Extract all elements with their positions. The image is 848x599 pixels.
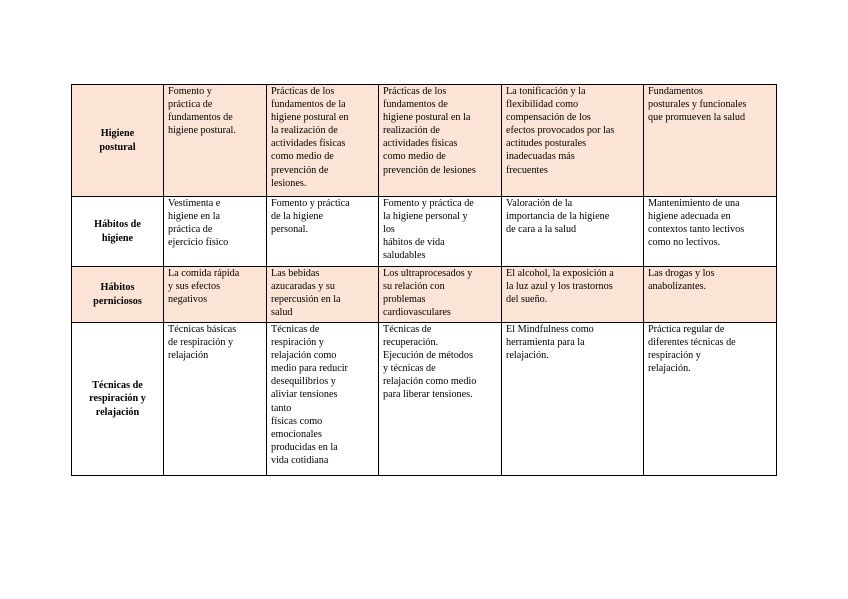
table-cell: Fomento y práctica de la higiene personal. [267,197,379,267]
table-cell: Prácticas de los fundamentos de la higiene postural en la realización de actividades físicas como medio de prevención de lesiones. [267,85,379,197]
table-cell: Técnicas de respiración y relajación como medio para reducir desequilibrios y aliviar tensiones tanto físicas como emocionales producidas en la vida cotidiana [267,323,379,476]
table-cell: Mantenimiento de una higiene adecuada en contextos tanto lectivos como no lectivos. [644,197,777,267]
table-cell: Práctica regular de diferentes técnicas de respiración y relajación. [644,323,777,476]
row-label: Higiene postural [72,85,164,197]
row-label: Técnicas de respiración y relajación [72,323,164,476]
table-cell: Prácticas de los fundamentos de higiene postural en la realización de actividades físicas como medio de prevención de lesiones [379,85,502,197]
table-cell: La comida rápida y sus efectos negativos [164,267,267,323]
table-row-habitos-perniciosos [72,267,777,323]
table-cell: La tonificación y la flexibilidad como compensación de los efectos provocados por las actitudes posturales inadecuadas más frecuentes [502,85,644,197]
row-label: Hábitos perniciosos [72,267,164,323]
table-cell: Vestimenta e higiene en la práctica de ejercicio físico [164,197,267,267]
table-cell: Los ultraprocesados y su relación con problemas cardiovasculares [379,267,502,323]
table-cell: El Mindfulness como herramienta para la relajación. [502,323,644,476]
table-row-higiene-postural [72,85,777,197]
table-cell: Las drogas y los anabolizantes. [644,267,777,323]
table-cell: Valoración de la importancia de la higiene de cara a la salud [502,197,644,267]
table-row-habitos-higiene [72,197,777,267]
content-table [71,84,777,476]
table-cell: El alcohol, la exposición a la luz azul y los trastornos del sueño. [502,267,644,323]
row-label: Hábitos de higiene [72,197,164,267]
table-cell: Fundamentos posturales y funcionales que promueven la salud [644,85,777,197]
table-cell: Fomento y práctica de la higiene personal y los hábitos de vida saludables [379,197,502,267]
table-cell: Técnicas de recuperación. Ejecución de métodos y técnicas de relajación como medio para liberar tensiones. [379,323,502,476]
table-row-tecnicas-respiracion [72,323,777,476]
table-cell: Técnicas básicas de respiración y relajación [164,323,267,476]
table-cell: Las bebidas azucaradas y su repercusión en la salud [267,267,379,323]
table-cell: Fomento y práctica de fundamentos de higiene postural. [164,85,267,197]
